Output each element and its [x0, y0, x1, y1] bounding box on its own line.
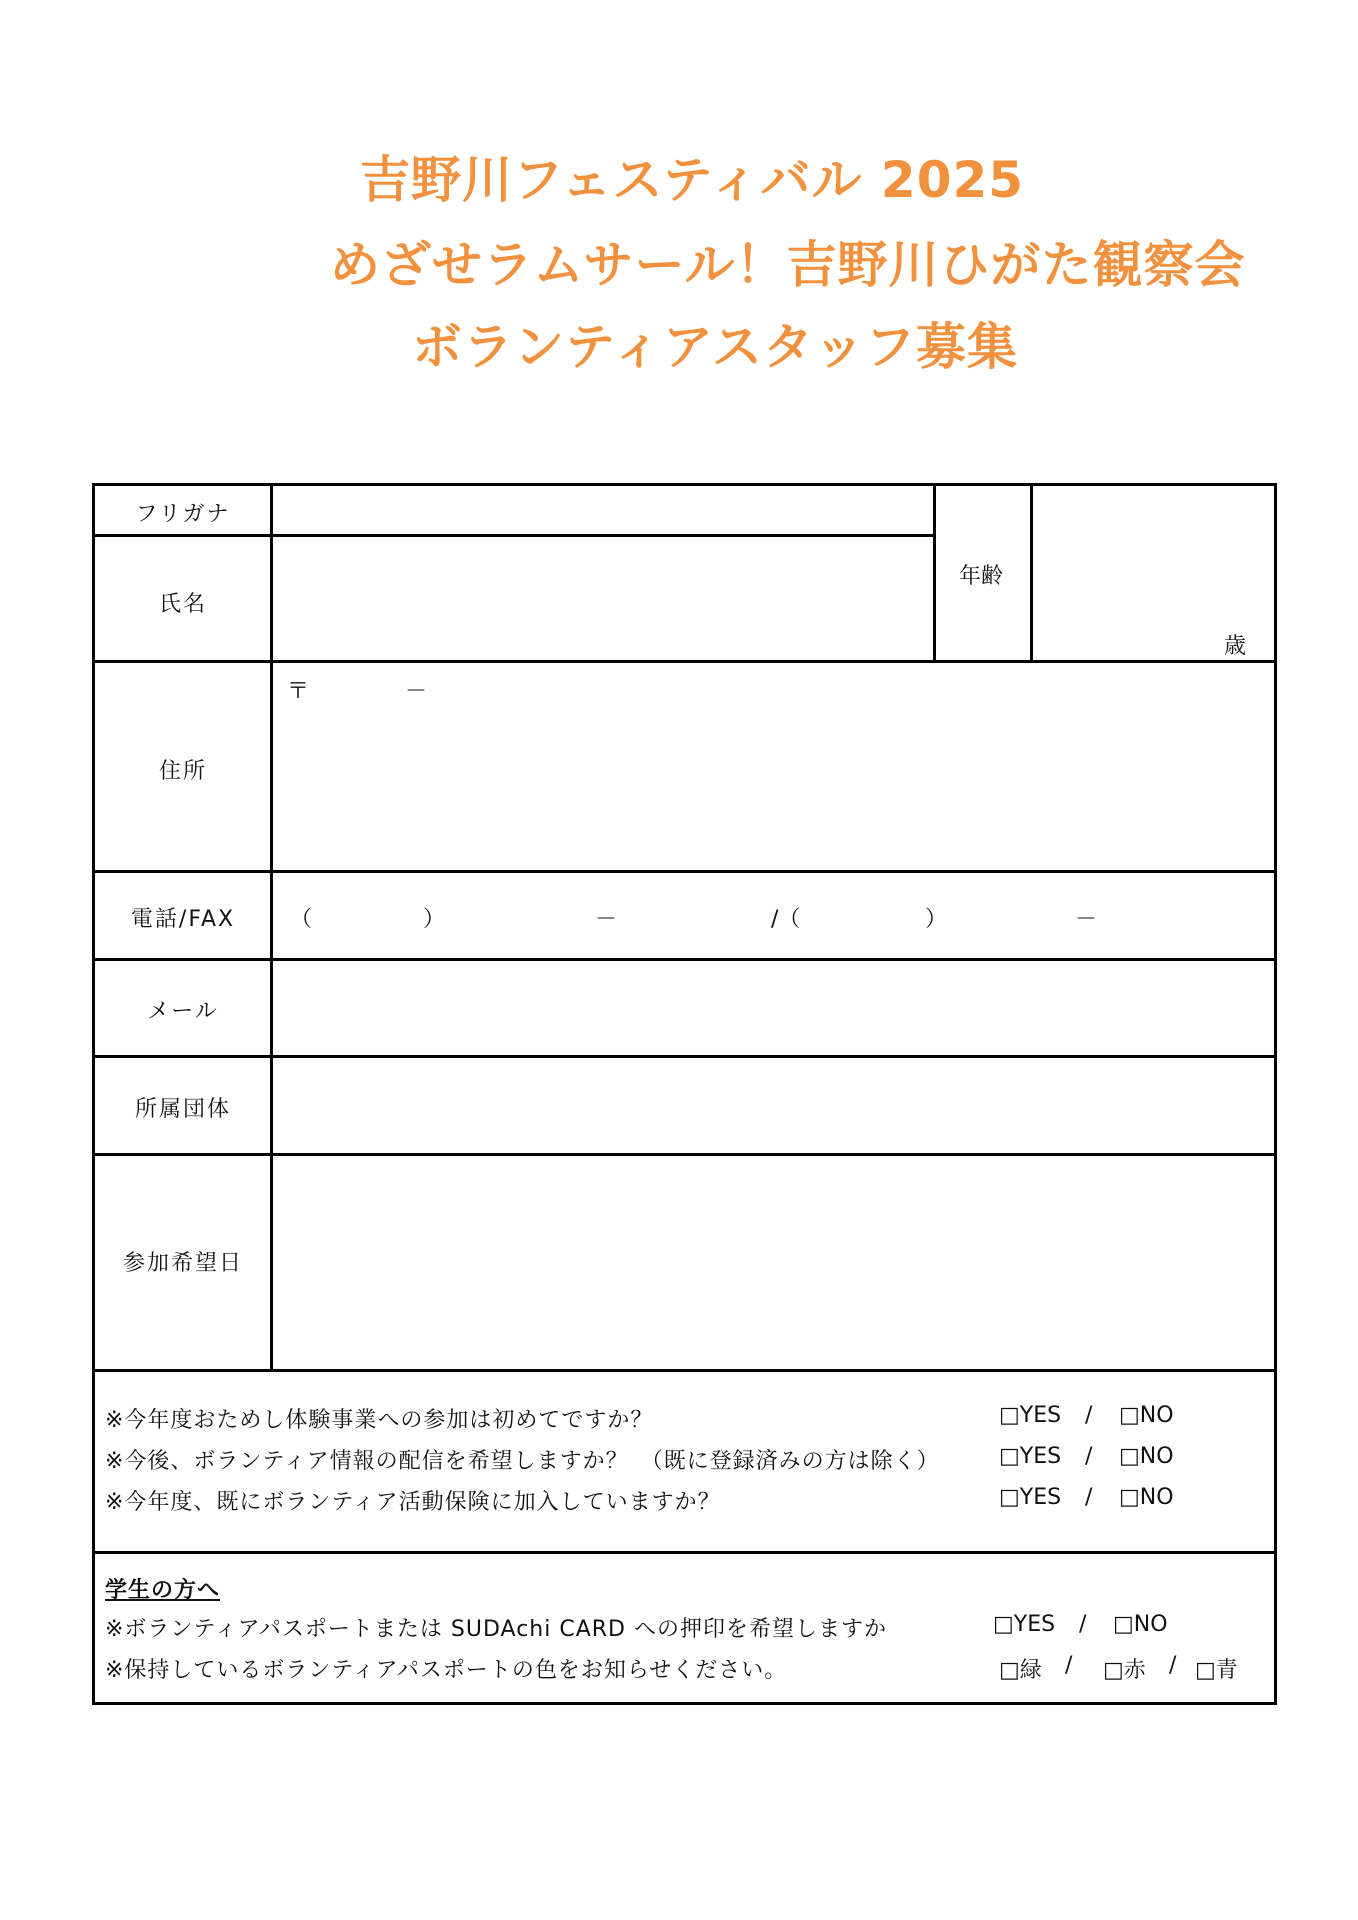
postal-mark: 〒: [287, 679, 310, 704]
question-3: ※今年度、既にボランティア活動保険に加入していますか？: [105, 1490, 721, 1515]
color-separator-1: /: [1065, 1653, 1073, 1678]
students-heading: 学生の方へ: [105, 1578, 221, 1603]
q1-separator: /: [1085, 1403, 1093, 1428]
phone-paren-open: （: [290, 907, 313, 932]
title-line-1: 吉野川フェスティバル 2025: [360, 151, 1025, 209]
green-checkbox[interactable]: □緑: [999, 1658, 1042, 1683]
mail-label: メール: [147, 999, 219, 1024]
mail-field[interactable]: [273, 961, 1273, 1055]
address-label: 住所: [158, 759, 207, 784]
name-label: 氏名: [158, 592, 207, 617]
phone-dash: －: [595, 907, 618, 932]
date-label: 参加希望日: [122, 1251, 243, 1276]
sq1-no-checkbox[interactable]: □NO: [1113, 1612, 1168, 1637]
q1-no-checkbox[interactable]: □NO: [1119, 1403, 1174, 1428]
q1-yes-checkbox[interactable]: □YES: [999, 1403, 1062, 1428]
question-1: ※今年度おためし体験事業への参加は初めてですか？: [105, 1408, 654, 1433]
fax-paren-close: ）: [925, 907, 948, 932]
address-field[interactable]: [273, 706, 1273, 870]
color-separator-2: /: [1169, 1653, 1177, 1678]
age-field[interactable]: [1033, 486, 1213, 660]
question-2: ※今後、ボランティア情報の配信を希望しますか？ （既に登録済みの方は除く）: [105, 1449, 940, 1474]
date-field[interactable]: [273, 1156, 1273, 1369]
q2-no-checkbox[interactable]: □NO: [1119, 1444, 1174, 1469]
title-line-3: ボランティアスタッフ募集: [412, 318, 1018, 376]
furigana-field[interactable]: [273, 486, 933, 534]
sq1-yes-checkbox[interactable]: □YES: [993, 1612, 1056, 1637]
title-line-2: めざせラムサール！吉野川ひがた観察会: [330, 236, 1246, 294]
sq1-separator: /: [1079, 1612, 1087, 1637]
q2-yes-checkbox[interactable]: □YES: [999, 1444, 1062, 1469]
age-label: 年齢: [959, 564, 1004, 589]
age-unit: 歳: [1224, 634, 1247, 659]
fax-separator: /（: [771, 907, 801, 932]
q3-separator: /: [1085, 1485, 1093, 1510]
q3-yes-checkbox[interactable]: □YES: [999, 1485, 1062, 1510]
phone-label: 電話/FAX: [130, 907, 236, 932]
blue-checkbox[interactable]: □青: [1195, 1658, 1238, 1683]
red-checkbox[interactable]: □赤: [1103, 1658, 1146, 1683]
student-question-2: ※保持しているボランティアパスポートの色をお知らせください。: [105, 1658, 788, 1683]
group-field[interactable]: [273, 1058, 1273, 1153]
q3-no-checkbox[interactable]: □NO: [1119, 1485, 1174, 1510]
group-label: 所属団体: [134, 1097, 231, 1122]
q2-separator: /: [1085, 1444, 1093, 1469]
name-field[interactable]: [273, 537, 933, 660]
application-form: [92, 483, 1277, 1705]
fax-dash: －: [1075, 907, 1098, 932]
phone-paren-close: ）: [423, 907, 446, 932]
student-question-1: ※ボランティアパスポートまたは SUDAchi CARD への押印を希望しますか: [105, 1617, 887, 1642]
furigana-label: フリガナ: [135, 502, 231, 527]
postal-dash: －: [405, 679, 428, 704]
